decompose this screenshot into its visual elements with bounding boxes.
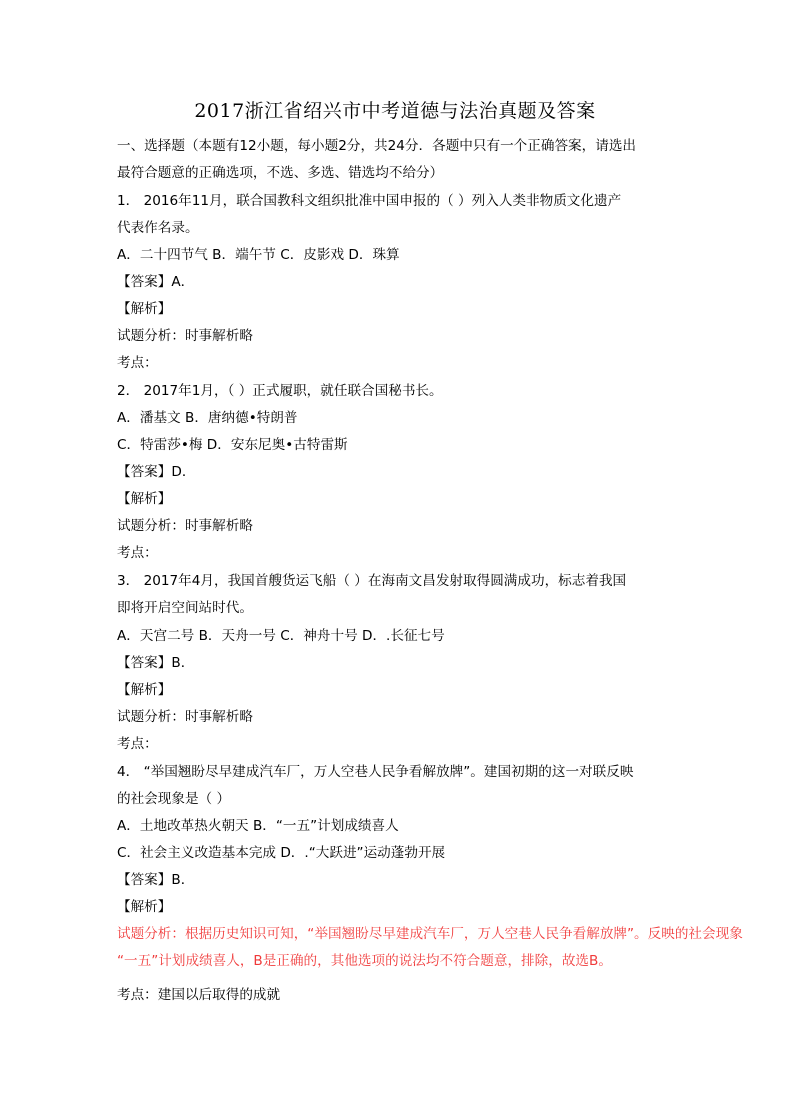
question-4-analysis-line-2: “一五”计划成绩喜人，B是正确的，其他选项的说法均不符合题意，排除，故选B。 [117,953,612,969]
question-3-knowledge-point: 考点： [117,736,158,752]
question-1-answer: 【答案】A． [117,274,195,290]
question-2-analysis: 试题分析：时事解析略 [117,518,253,534]
question-4-options-line-1: A．土地改革热火朝天 B．“一五”计划成绩喜人 [117,818,399,834]
question-2-stem-line-1: 2． 2017年1月，（ ）正式履职，就任联合国秘书长。 [117,383,443,399]
question-1-knowledge-point: 考点： [117,355,158,371]
question-4-knowledge-point: 考点：建国以后取得的成就 [117,987,281,1003]
question-4-analysis-label: 【解析】 [117,899,172,915]
question-1-analysis-label: 【解析】 [117,301,172,317]
question-1-options: A．二十四节气 B．端午节 C．皮影戏 D．珠算 [117,247,400,263]
question-3-answer: 【答案】B． [117,655,195,671]
document-title: 2017浙江省绍兴市中考道德与法治真题及答案 [194,100,596,122]
question-2-answer: 【答案】D． [117,464,196,480]
question-4-options-line-2: C．社会主义改造基本完成 D．.“大跃进”运动蓬勃开展 [117,845,446,861]
question-3-stem-line-1: 3． 2017年4月，我国首艘货运飞船（ ）在海南文昌发射取得圆满成功，标志着我国 [117,573,627,589]
question-3-stem-line-2: 即将开启空间站时代。 [117,600,253,616]
question-1-stem-line-1: 1． 2016年11月，联合国教科文组织批准中国申报的（ ）列入人类非物质文化遗产 [117,193,622,209]
section-header-line-2: 最符合题意的正确选项，不选、多选、错选均不给分） [117,165,444,181]
question-4-analysis-line-1: 试题分析：根据历史知识可知，“举国翘盼尽早建成汽车厂，万人空巷人民争看解放牌”。反映的社会现象 [117,926,743,942]
question-2-options-line-2: C．特雷莎•梅 D．安东尼奥•古特雷斯 [117,437,348,453]
question-4-stem-line-2: 的社会现象是（ ） [117,791,231,807]
question-4-answer: 【答案】B． [117,872,195,888]
question-1-analysis: 试题分析：时事解析略 [117,328,253,344]
question-4-stem-line-1: 4． “举国翘盼尽早建成汽车厂，万人空巷人民争看解放牌”。建国初期的这一对联反映 [117,764,634,780]
question-2-knowledge-point: 考点： [117,545,158,561]
question-3-analysis: 试题分析：时事解析略 [117,709,253,725]
question-2-options-line-1: A．潘基文 B．唐纳德•特朗普 [117,410,298,426]
question-3-options: A．天宫二号 B．天舟一号 C．神舟十号 D．.长征七号 [117,628,445,644]
question-2-analysis-label: 【解析】 [117,491,172,507]
section-header-line-1: 一、选择题（本题有12小题，每小题2分，共24分．各题中只有一个正确答案，请选出 [117,138,637,154]
question-3-analysis-label: 【解析】 [117,682,172,698]
question-1-stem-line-2: 代表作名录。 [117,220,199,236]
